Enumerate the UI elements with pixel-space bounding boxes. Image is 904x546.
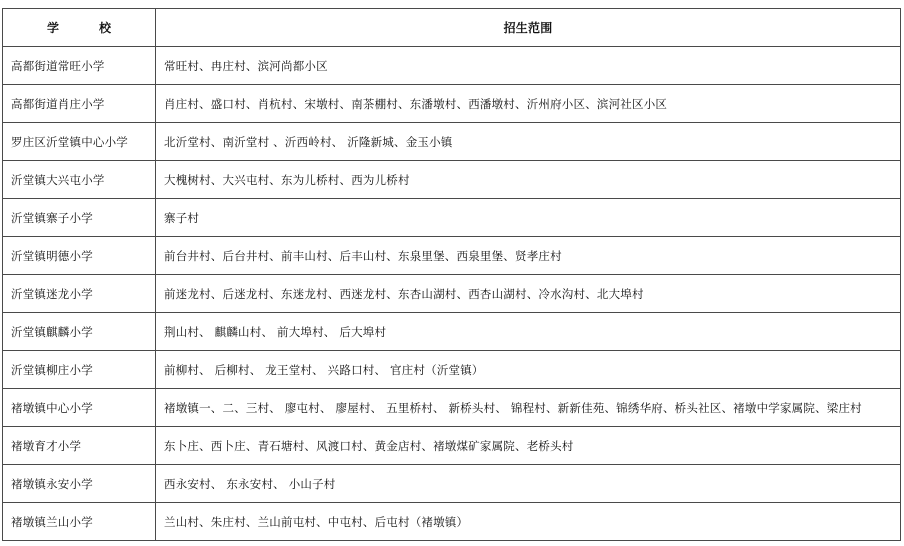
enrollment-scope-cell: 褚墩镇一、二、三村、 廖屯村、 廖屋村、 五里桥村、 新桥头村、 锦程村、新新佳苑、锦绣华府、桥头社区、褚墩中学家属院、梁庄村 [156, 389, 901, 427]
table-row [3, 351, 901, 389]
table-row [3, 85, 901, 123]
enrollment-scope-cell: 东卜庄、西卜庄、青石塘村、风渡口村、黄金店村、褚墩煤矿家属院、老桥头村 [156, 427, 901, 465]
school-name-cell: 沂堂镇明德小学 [3, 237, 156, 275]
enrollment-scope-cell: 前迷龙村、后迷龙村、东迷龙村、西迷龙村、东杏山湖村、西杏山湖村、冷水沟村、北大埠村 [156, 275, 901, 313]
enrollment-scope-cell: 寨子村 [156, 199, 901, 237]
table-row [3, 123, 901, 161]
table-row [3, 503, 901, 541]
table-row [3, 47, 901, 85]
table-row [3, 465, 901, 503]
school-name-cell: 褚墩镇永安小学 [3, 465, 156, 503]
header-school: 学 校 [3, 9, 156, 47]
enrollment-scope-cell: 西永安村、 东永安村、 小山子村 [156, 465, 901, 503]
enrollment-table [2, 8, 901, 541]
enrollment-scope-cell: 大槐树村、大兴屯村、东为儿桥村、西为儿桥村 [156, 161, 901, 199]
school-name-cell: 高都街道肖庄小学 [3, 85, 156, 123]
table-row [3, 313, 901, 351]
table-header-row [3, 9, 901, 47]
enrollment-scope-cell: 兰山村、朱庄村、兰山前屯村、中屯村、后屯村（褚墩镇） [156, 503, 901, 541]
enrollment-scope-cell: 前台井村、后台井村、前丰山村、后丰山村、东泉里堡、西泉里堡、贤孝庄村 [156, 237, 901, 275]
school-name-cell: 沂堂镇迷龙小学 [3, 275, 156, 313]
table-row [3, 427, 901, 465]
header-enrollment-scope: 招生范围 [156, 9, 901, 47]
table-row [3, 389, 901, 427]
table-row [3, 275, 901, 313]
enrollment-scope-cell: 北沂堂村、南沂堂村 、沂西岭村、 沂隆新城、金玉小镇 [156, 123, 901, 161]
enrollment-scope-cell: 常旺村、冉庄村、滨河尚都小区 [156, 47, 901, 85]
school-name-cell: 褚墩镇兰山小学 [3, 503, 156, 541]
school-name-cell: 高都街道常旺小学 [3, 47, 156, 85]
enrollment-scope-cell: 前柳村、 后柳村、 龙王堂村、 兴路口村、 官庄村（沂堂镇） [156, 351, 901, 389]
school-name-cell: 沂堂镇柳庄小学 [3, 351, 156, 389]
enrollment-scope-cell: 肖庄村、盛口村、肖杭村、宋墩村、南茶棚村、东潘墩村、西潘墩村、沂州府小区、滨河社区小区 [156, 85, 901, 123]
table-row [3, 161, 901, 199]
school-name-cell: 沂堂镇寨子小学 [3, 199, 156, 237]
school-name-cell: 沂堂镇大兴屯小学 [3, 161, 156, 199]
table-row [3, 237, 901, 275]
school-name-cell: 褚墩育才小学 [3, 427, 156, 465]
enrollment-scope-cell: 荆山村、 麒麟山村、 前大埠村、 后大埠村 [156, 313, 901, 351]
school-name-cell: 褚墩镇中心小学 [3, 389, 156, 427]
table-row [3, 199, 901, 237]
enrollment-table-wrapper [2, 8, 901, 541]
school-name-cell: 罗庄区沂堂镇中心小学 [3, 123, 156, 161]
school-name-cell: 沂堂镇麒麟小学 [3, 313, 156, 351]
